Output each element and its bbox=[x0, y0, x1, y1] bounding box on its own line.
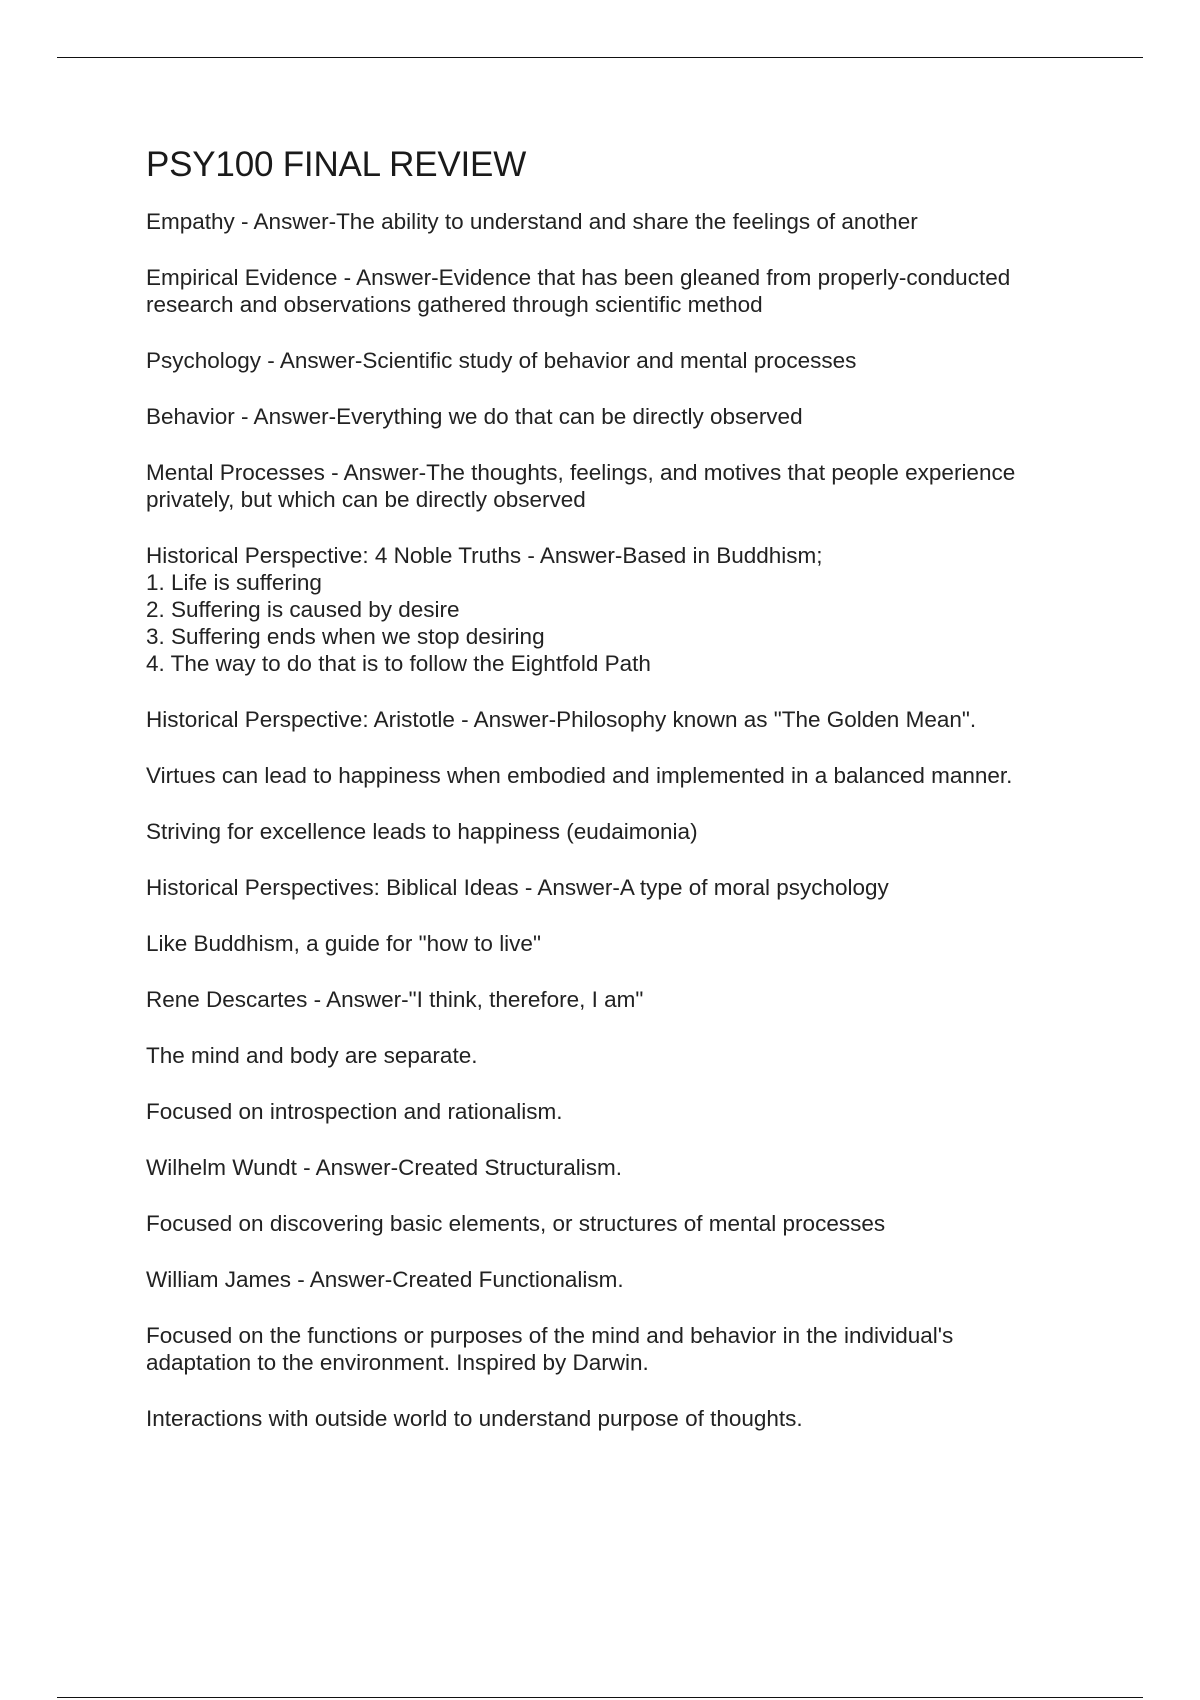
entry-structuralism-focus: Focused on discovering basic elements, or structures of mental processes bbox=[146, 1211, 886, 1236]
entry-aristotle: Historical Perspective: Aristotle - Answer-Philosophy known as "The Golden Mean". bbox=[146, 707, 977, 732]
entry-biblical-ideas: Historical Perspectives: Biblical Ideas - Answer-A type of moral psychology bbox=[146, 875, 889, 900]
entry-descartes: Rene Descartes - Answer-"I think, therefore, I am" bbox=[146, 987, 644, 1012]
entry-virtues: Virtues can lead to happiness when embodied and implemented in a balanced manner. bbox=[146, 763, 1013, 788]
document-body bbox=[146, 144, 1096, 1461]
entry-wundt: Wilhelm Wundt - Answer-Created Structuralism. bbox=[146, 1155, 622, 1180]
entry-psychology: Psychology - Answer-Scientific study of behavior and mental processes bbox=[146, 348, 857, 373]
top-divider bbox=[57, 57, 1143, 58]
entry-empathy: Empathy - Answer-The ability to understand and share the feelings of another bbox=[146, 209, 918, 234]
bottom-divider bbox=[57, 1697, 1143, 1698]
entry-mind-body: The mind and body are separate. bbox=[146, 1043, 478, 1068]
document-title: PSY100 FINAL REVIEW bbox=[146, 145, 527, 184]
entry-mental-processes: Mental Processes - Answer-The thoughts, feelings, and motives that people experience privately, but which can be directly observed bbox=[146, 460, 1016, 512]
entry-empirical-evidence: Empirical Evidence - Answer-Evidence that has been gleaned from properly-conducted research and observations gathered through scientific method bbox=[146, 265, 1011, 317]
entry-noble-truths: Historical Perspective: 4 Noble Truths - Answer-Based in Buddhism; 1. Life is suffering 2. Suffering is caused by desire 3. Suffering ends when we stop desiring 4. The way to do that is to follow the Eightfold Path bbox=[146, 543, 823, 676]
entry-functionalism-focus: Focused on the functions or purposes of the mind and behavior in the individual's adaptation to the environment. Inspired by Darwin. bbox=[146, 1323, 954, 1375]
entry-how-to-live: Like Buddhism, a guide for "how to live" bbox=[146, 931, 541, 956]
entry-introspection: Focused on introspection and rationalism. bbox=[146, 1099, 563, 1124]
entry-eudaimonia: Striving for excellence leads to happiness (eudaimonia) bbox=[146, 819, 698, 844]
entry-outside-world: Interactions with outside world to understand purpose of thoughts. bbox=[146, 1406, 803, 1431]
entry-list bbox=[146, 208, 1096, 1432]
entry-behavior: Behavior - Answer-Everything we do that can be directly observed bbox=[146, 404, 803, 429]
entry-william-james: William James - Answer-Created Functionalism. bbox=[146, 1267, 624, 1292]
